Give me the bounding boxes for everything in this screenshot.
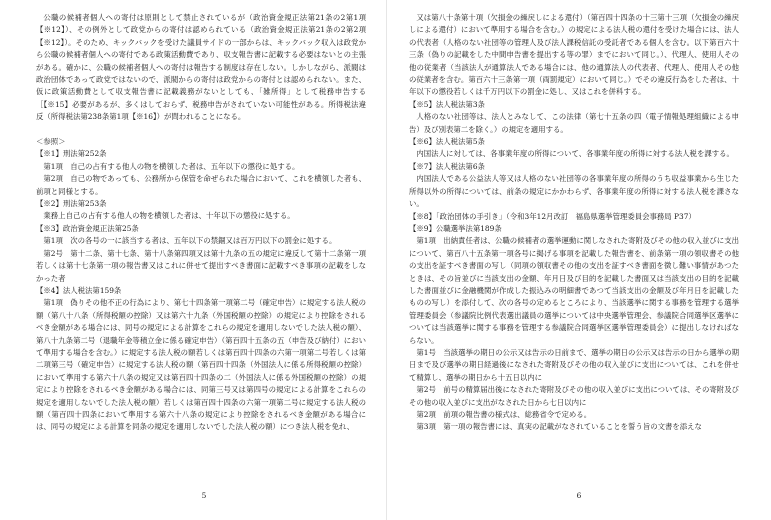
left-reference-list — [36, 148, 366, 433]
reference-heading: 【※8】「政治団体の手引き」（令和3年12月改訂 福島県選挙管理委員会事務局 P37） — [409, 211, 696, 221]
reference-heading: 【※2】刑法第253条 — [36, 199, 107, 209]
reference-clause: 第3項 第一項の報告書には、真実の記載がなされていることを誓う旨の文書を添えな — [416, 422, 702, 432]
intro-paragraph: 公職の候補者個人への寄付は原則として禁止されているが（政治資金規正法第21条の2第1項【※12】）、その例外として政党からの寄付は認められている（政治資金規正法第21条の2第2項【※12】）。そのため、キックバックを受けた議員サイドの一部からは、キックバック収入は政党から公職の候補者個人への寄付である政策活動費であり、収支報告書に記載する必要はないとの主張がある。確かに、公職の候補者個人への寄付は報告する制度は存在しない。しかしながら、派閥は政治団体であって政党ではないので、派閥からの寄付は政党からの寄付とは認められない。また、仮に政策活動費として収支報告書に記載義務がないとしても、「雑所得」として税務申告する［【※15】必要があるが、多くはしておらず、税務申告がされていない可能性がある。所得税法違反（所得税法第238条第1項【※16】）が問われることになる。 — [36, 13, 366, 122]
left-page — [0, 0, 385, 520]
right-page — [386, 0, 771, 520]
reference-clause: 第1項 偽りその他不正の行為により、第七十四条第一項第二号（確定申告）に規定する法人税の額（第八十八条（所得税額の控除）又は第六十九条（外国税額の控除）の規定により控除をされるべき金額がある場合には、同号の規定による計算をこれらの規定を適用しないでした法人税の額）、第八十九条第二号（退職年金等積立金に係る確定申告）（第百四十五条の五（申告及び納付）において準用する場合を含む。）に規定する法人税の額若しくは第百四十四条の六第一項第二号若しくは第二項第三号（確定申告）に規定する法人税の額（第百四十四条（外国法人に係る所得税額の控除）において準用する第六十八条の規定又は第百四十四条の二（外国法人に係る外国税額の控除）の規定により控除をされるべき金額がある場合には、同第三号又は第四号の規定による計算をこれらの規定を適用しないでした法人税の額）若しくは第百四十四条の六第一項第二号に規定する法人税の額（第百四十四条において準用する第六十八条の規定により控除をされるべき金額がある場合には、同号の規定による計算を同条の規定を適用しないでした法人税の額）につき法人税を免れ、 — [36, 298, 366, 432]
reference-heading: 【※1】刑法第252条 — [36, 149, 107, 159]
page-number: 6 — [576, 491, 582, 500]
reference-heading: 【※6】法人税法第5条 — [409, 137, 485, 147]
left-page-body — [36, 12, 366, 434]
reference-clause: 第2項 自己の物であっても、公務所から保管を命ぜられた場合において、これを横領した者も、前項と同様とする。 — [36, 174, 366, 196]
reference-clause: 内国法人である公益法人等又は人格のない社団等の各事業年度の所得のうち収益事業から生じた所得以外の所得については、前条の規定にかかわらず、各事業年度の所得に対する法人税を課さない。 — [409, 174, 739, 209]
reference-clause: 業務上自己の占有する他人の物を横領した者は、十年以下の懲役に処する。 — [43, 211, 295, 221]
right-reference-list — [409, 99, 739, 434]
reference-clause: 第2号 前号の精算届出後になされた寄附及びその他の収入並びに支出については、その寄附及びその他の収入並びに支出がなされた日から七日以内に — [409, 385, 739, 407]
reference-clause: 第1号 当該選挙の期日の公示又は告示の日前まで、選挙の期日の公示又は告示の日から選挙の期日まで及び選挙の期日経過後になされた寄附及びその他の収入並びに支出については、これを併せて精算し、選挙の期日から十五日以内に — [409, 347, 739, 382]
reference-clause: 第2号 第十二条、第十七条、第十八条第四項又は第十九条の五の規定に違反して第十二条第一項若しくは第十七条第一項の報告書又はこれに併せて提出すべき書面に記載すべき事項の記載をしなかった者 — [36, 248, 366, 283]
reference-clause: 内国法人に対しては、各事業年度の所得について、各事業年度の所得に対する法人税を課する。 — [416, 149, 734, 159]
continuation-paragraph: 又は第八十条第十項（欠損金の繰戻しによる還付）（第百四十四条の十三第十三項（欠損金の繰戻しによる還付）において準用する場合を含む。）の規定による法人税の還付を受けた場合には、法人の代表者（人格のない社団等の管理人及び法人課税信託の受託者である個人を含む。以下第百六十三条（偽りの記載をした中間申告書を提出する等の罪）までにおいて同じ。）、代理人、使用人その他の従業者（当該法人が通算法人である場合には、他の通算法人の代表者、代理人、使用人その他の従業者を含む。第百六十三条第一項（両罰規定）において同じ。）でその違反行為をした者は、十年以下の懲役若しくは千万円以下の罰金に処し、又はこれを併科する。 — [409, 13, 739, 97]
reference-title: ＜参照＞ — [36, 137, 66, 147]
right-page-body — [409, 12, 739, 434]
page-number: 5 — [201, 491, 207, 500]
reference-heading: 【※4】法人税法第159条 — [36, 285, 122, 295]
reference-heading: 【※9】公職選挙法第189条 — [409, 223, 502, 233]
reference-clause: 第2項 前項の報告書の様式は、総務省令で定める。 — [416, 410, 592, 419]
reference-heading: 【※7】法人税法第6条 — [409, 161, 485, 171]
reference-clause: 第1項 次の各号の一に該当する者は、五年以下の禁錮又は百万円以下の罰金に処する。 — [43, 236, 337, 246]
reference-heading: 【※3】政治資金規正法第25条 — [36, 223, 139, 233]
reference-clause: 第1項 自己の占有する他人の物を横領した者は、五年以下の懲役に処する。 — [43, 161, 300, 171]
reference-clause: 第1項 出納責任者は、公職の候補者の選挙運動に関しなされた寄附及びその他の収入並びに支出について、第百八十五条第一項各号に掲げる事項を記載した報告書を、前条第一項の領収書その他の支出を証すべき書面の写し（同項の領収書その他の支出を証すべき書面を徴し難い事情があつたときは、その旨並びに当該支出の金額、年月日及び目的を記載した書面又は当該支出の目的を記載した書面並びに金融機関が作成した振込みの明細書であつて当該支出の金額及び年月日を記載したものの写し）を添付して、次の各号の定めるところにより、当該選挙に関する事務を管理する選挙管理委員会（参議院比例代表選出議員の選挙については中央選挙管理会、参議院合同選挙区選挙については当該選挙に関する事務を管理する参議院合同選挙区選挙管理委員会）に提出しなければならない。 — [409, 236, 739, 345]
reference-clause: 人格のない社団等は、法人とみなして、この法律（第七十五条の四（電子情報処理組織による申告）及び別表第二を除く。）の規定を適用する。 — [409, 112, 739, 134]
reference-heading: 【※5】法人税法第3条 — [409, 99, 485, 109]
